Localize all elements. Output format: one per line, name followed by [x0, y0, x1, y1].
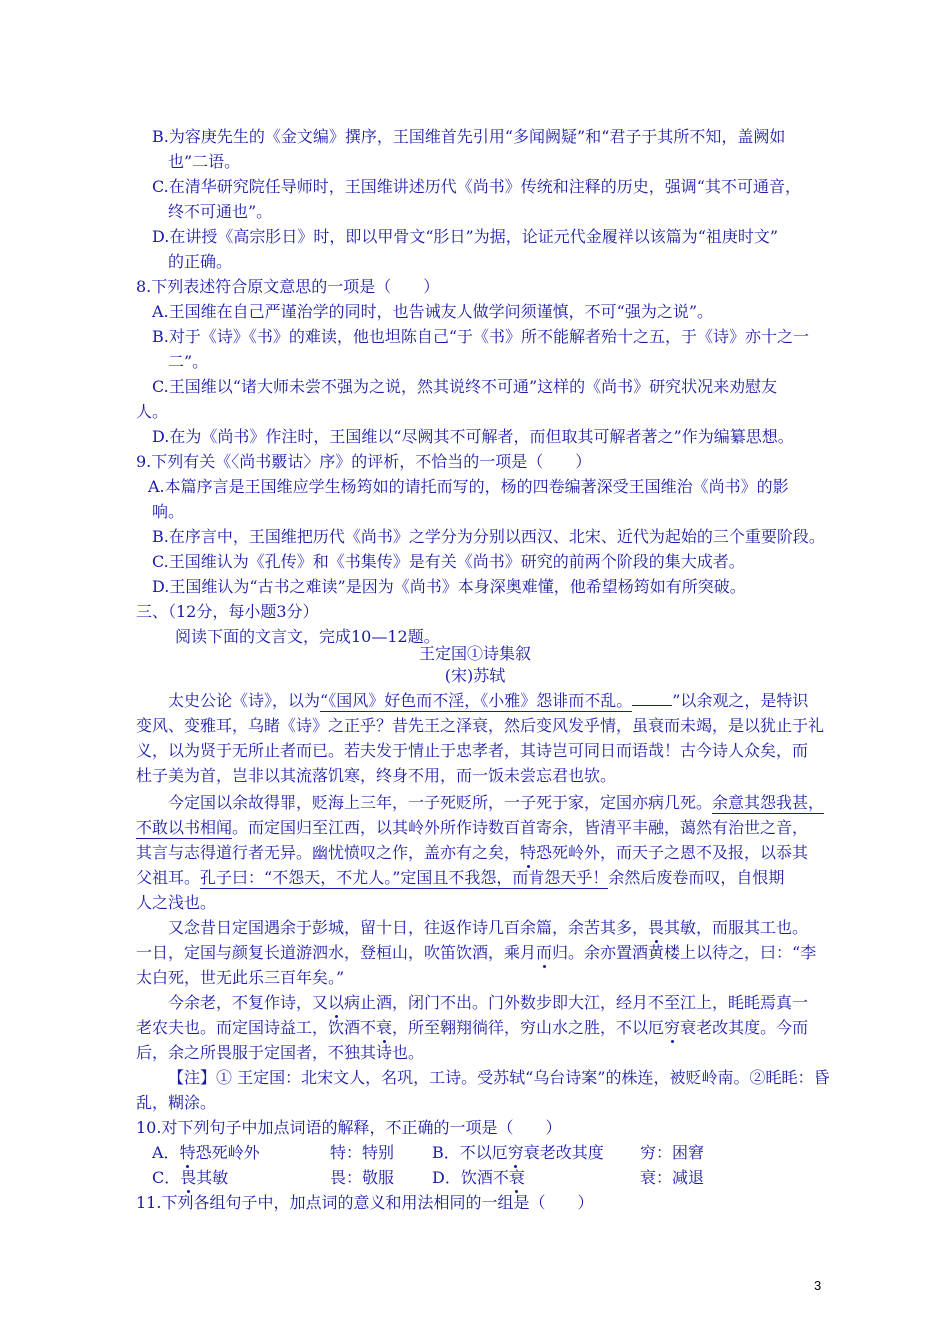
passage-p1-line4: 杜子美为首，岂非以其流落饥寒，终身不用，而一饭未尝忘君也欤。 [136, 766, 617, 785]
q7-option-d-line1: D.在讲授《高宗肜日》时，即以甲骨文“肜日”为据，论证元代金履祥以该篇为“祖庚时文” [152, 227, 779, 246]
passage-p2-line1: 今定国以余故得罪，贬海上三年，一子死贬所，一子死于家，定国亦病几死。余意其怨我甚， [168, 793, 825, 812]
page-number: 3 [814, 1278, 822, 1293]
underlined-quote-guofeng: “《国风》好色而不淫，《小雅》怨诽而不乱。 [320, 691, 633, 710]
passage-p4-line2: 老农夫也。而定国诗益工，饮酒不衰，所至翱翔徜徉，穷山水之胜，不以厄穷衰老改其度。今而 [136, 1018, 809, 1037]
dotted-char-yi: 以 [328, 993, 345, 1012]
q10-option-c-explanation: 畏：敬服 [330, 1168, 395, 1187]
passage-author: (宋)苏轼 [444, 666, 506, 685]
q7-option-d-line2: 的正确。 [168, 252, 233, 271]
q9-stem: 9.下列有关《〈尚书覈诂〉序》的评析，不恰当的一项是（ ） [136, 452, 592, 471]
q7-option-c-line2: 终不可通也”。 [168, 202, 273, 221]
q8-option-c-line1: C.王国维以“诸大师未尝不强为之说，然其说终不可通”这样的《尚书》研究状况来劝慰友 [152, 377, 778, 396]
q8-option-a: A.王国维在自己严谨治学的同时，也告诫友人做学问须谨慎，不可“强为之说”。 [152, 302, 714, 321]
passage-p3-line1: 又念昔日定国遇余于彭城，留十日，往返作诗几百余篇，余苦其多，畏其敏，而服其工也。 [168, 918, 809, 937]
annotation-line1: 【注】① 王定国：北宋文人，名巩，工诗。受苏轼“乌台诗案”的株连，被贬岭南。②眊眊：昏 [168, 1068, 830, 1087]
q10-option-b-explanation: 穷：困窘 [640, 1143, 705, 1162]
q9-option-c: C.王国维认为《孔传》和《书集传》是有关《尚书》研究的前两个阶段的集大成者。 [152, 552, 745, 571]
q9-option-d: D.王国维认为“古书之难读”是因为《尚书》本身深奥难懂，他希望杨筠如有所突破。 [152, 577, 746, 596]
passage-p1-line2: 变风、变雅耳，乌睹《诗》之正乎？昔先王之泽衰，然后变风发乎情，虽衰而未竭，是以犹止于礼 [136, 716, 825, 735]
underlined-sentence-yuan: 余意其怨我甚， [712, 793, 825, 812]
underlined-sentence-shuxiangwen: 不敢以书相闻 [136, 818, 233, 837]
dotted-char-qiong: 穷 [664, 1018, 681, 1037]
reading-instruction: 阅读下面的文言文，完成10—12题。 [175, 627, 440, 646]
q10-option-d: D．饮酒不衰 [432, 1168, 525, 1187]
dotted-char-wei: 畏 [648, 918, 665, 937]
q7-option-c-line1: C.在清华研究院任导师时，王国维讲述历代《尚书》传统和注释的历史，强调“其不可通音， [152, 177, 801, 196]
q9-option-b: B.在序言中，王国维把历代《尚书》之学分为分别以西汉、北宋、近代为起始的三个重要阶段。 [152, 527, 825, 546]
passage-title: 王定国①诗集叙 [418, 644, 531, 663]
q10-option-a-explanation: 特：特别 [330, 1143, 395, 1162]
passage-p2-line2: 不敢以书相闻。而定国归至江西，以其岭外所作诗数百首寄余，皆清平丰融，蔼然有治世之音， [136, 818, 809, 837]
q8-option-b-line2: 二”。 [168, 352, 209, 371]
passage-p4-line1: 今余老，不复作诗，又以病止酒，闭门不出。门外数步即大江，经月不至江上，眊眊焉真一 [168, 993, 809, 1012]
q10-option-d-explanation: 衰：减退 [640, 1168, 705, 1187]
section-heading: 三、（12分，每小题3分） [136, 602, 319, 621]
passage-p4-line3: 后，余之所畏服于定国者，不独其诗也。 [136, 1043, 425, 1062]
q8-option-b-line1: B.对于《诗》《书》的难读，他也坦陈自己“于《书》所不能解者殆十之五，于《诗》亦十之一 [152, 327, 810, 346]
passage-p3-line2: 一日，定国与颜复长道游泗水，登桓山，吹笛饮酒，乘月而归。余亦置酒黄楼上以待之，曰：“李 [136, 943, 817, 962]
underlined-sentence-kongzi: 孔子曰：“不怨天，不尤人。”定国且不我怨，而肯怨天乎！ [200, 868, 609, 887]
passage-p2-line5: 人之浅也。 [136, 893, 217, 912]
passage-p2-line3: 其言与志得道行者无异。幽忧愤叹之作，盖亦有之矣，特恐死岭外，而天子之恩不及报，以忝其 [136, 843, 809, 862]
q8-option-d: D.在为《尚书》作注时，王国维以“尽阙其不可解者，而但取其可解者著之”作为编纂思想。 [152, 427, 794, 446]
q10-stem: 10.对下列句子中加点词语的解释，不正确的一项是（ ） [136, 1118, 562, 1137]
q9-option-a-line1: A.本篇序言是王国维应学生杨筠如的请托而写的，杨的四卷编著深受王国维治《尚书》的影 [148, 477, 789, 496]
q9-option-a-line2: 响。 [152, 502, 185, 521]
q8-option-c-line2: 人。 [136, 402, 169, 421]
q10-option-b: B．不以厄穷衰老改其度 [432, 1143, 604, 1162]
passage-p1-line1: 太史公论《诗》，以为“《国风》好色而不淫，《小雅》怨诽而不乱。 ”以余观之，是特识 [168, 691, 809, 710]
q8-stem: 8.下列表述符合原文意思的一项是（ ） [136, 277, 440, 296]
dotted-char-er: 而 [536, 943, 553, 962]
q10-option-c: C．畏其敏 [152, 1168, 229, 1187]
dotted-char-te: 特 [520, 843, 537, 862]
q7-option-b-line2: 也”二语。 [168, 152, 241, 171]
passage-p1-line3: 义，以为贤于无所止者而已。若夫发于情止于忠孝者，其诗岂可同日而语哉！古今诗人众矣，而 [136, 741, 809, 760]
q10-option-a: A．特恐死岭外 [152, 1143, 260, 1162]
q7-option-b-line1: B.为容庚先生的《金文编》撰序，王国维首先引用“多闻阙疑”和“君子于其所不知，盖阙如 [152, 127, 786, 146]
dotted-char-shuai: 衰 [376, 1018, 393, 1037]
annotation-line2: 乱，糊涂。 [136, 1093, 217, 1112]
passage-p2-line4: 父祖耳。孔子曰：“不怨天，不尤人。”定国且不我怨，而肯怨天乎！余然后废卷而叹，自恨期 [136, 868, 785, 887]
q11-stem: 11.下列各组句子中，加点词的意义和用法相同的一组是（ ） [136, 1193, 594, 1212]
passage-p3-line3: 太白死，世无此乐三百年矣。” [136, 968, 345, 987]
